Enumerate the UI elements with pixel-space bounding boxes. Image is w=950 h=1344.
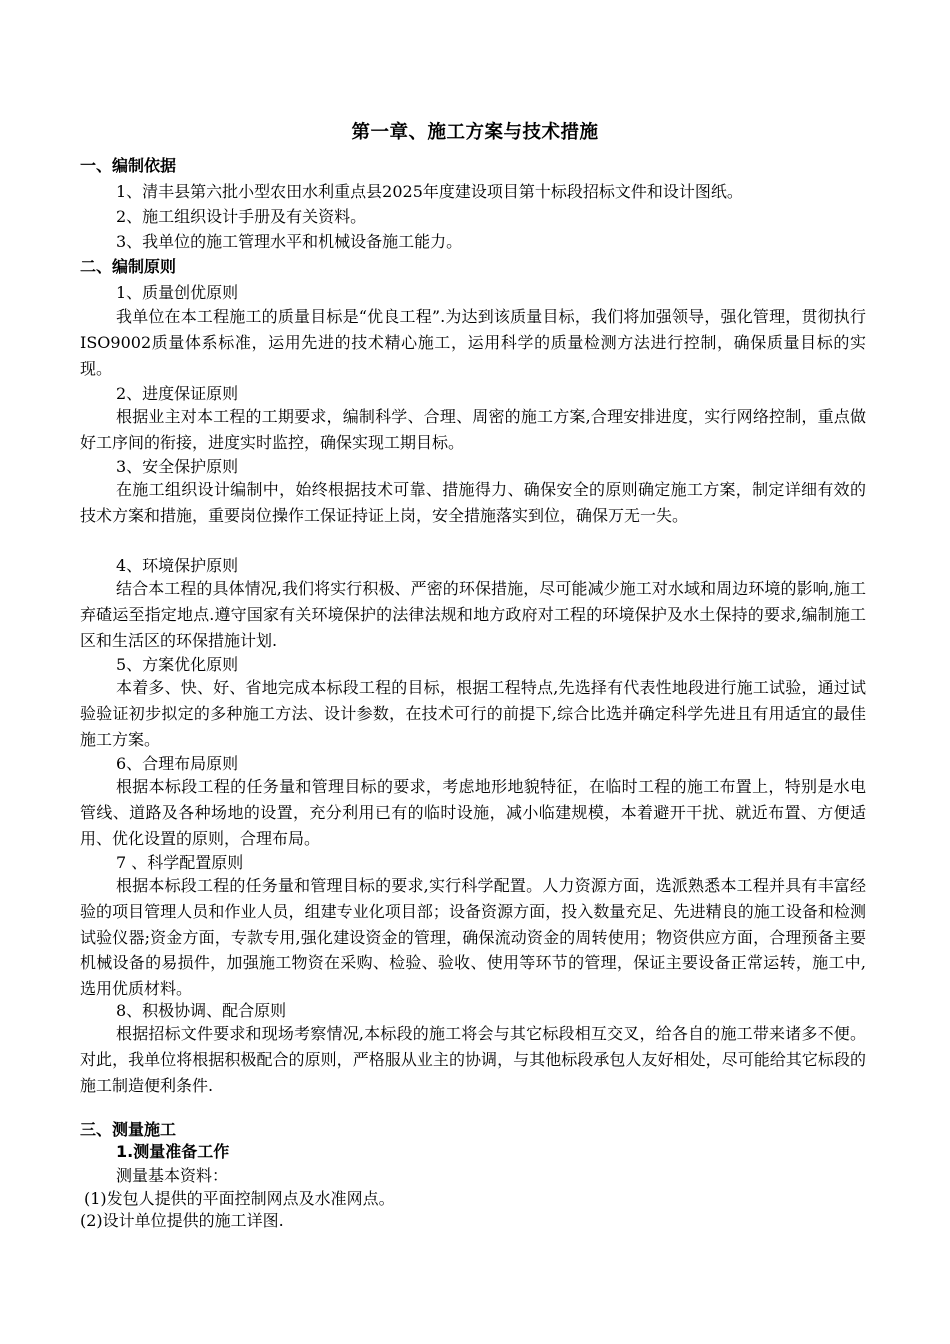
principle-title-allocation: 7 、科学配置原则 [116,853,244,872]
survey-item-1: (1)发包人提供的平面控制网点及水准网点。 [84,1189,395,1208]
principle-body-safety: 在施工组织设计编制中，始终根据技术可靠、措施得力、确保安全的原则确定施工方案，制定详细有效的技术方案和措施，重要岗位操作工保证持证上岗，安全措施落实到位，确保万无一失。 [80,480,866,525]
principle-title-quality: 1、质量创优原则 [116,283,239,302]
principle-title-optimization: 5、方案优化原则 [116,655,239,674]
survey-intro: 测量基本资料： [116,1166,229,1185]
section-heading-principles: 二、编制原则 [80,257,177,276]
survey-subheading: 1.测量准备工作 [116,1142,230,1161]
principle-body-environment: 结合本工程的具体情况,我们将实行积极、严密的环保措施，尽可能减少施工对水域和周边环境的影响,施工弃碴运至指定地点.遵守国家有关环境保护的法律法规和地方政府对工程的环境保护及水土保持的要求,编制施工区和生活区的环保措施计划. [80,579,866,650]
basis-item-1: 1、清丰县第六批小型农田水利重点县2025年度建设项目第十标段招标文件和设计图纸。 [116,182,743,201]
principle-title-schedule: 2、进度保证原则 [116,384,239,403]
principle-body-coordination: 根据招标文件要求和现场考察情况,本标段的施工将会与其它标段相互交叉，给各自的施工带来诸多不便。对此，我单位将根据积极配合的原则，严格服从业主的协调，与其他标段承包人友好相处，尽可能给其它标段的施工制造便利条件. [80,1024,866,1095]
principle-title-safety: 3、安全保护原则 [116,457,239,476]
chapter-title: 第一章、施工方案与技术措施 [351,122,599,143]
principle-body-layout: 根据本标段工程的任务量和管理目标的要求，考虑地形地貌特征，在临时工程的施工布置上，特别是水电管线、道路及各种场地的设置，充分利用已有的临时设施，减小临建规模，本着避开干扰、就近布置、方便适用、优化设置的原则，合理布局。 [80,777,866,848]
principle-title-environment: 4、环境保护原则 [116,556,239,575]
principle-body-quality: 我单位在本工程施工的质量目标是“优良工程”.为达到该质量目标，我们将加强领导，强化管理，贯彻执行ISO9002质量体系标准，运用先进的技术精心施工，运用科学的质量检测方法进行控制，确保质量目标的实现。 [80,307,866,378]
basis-item-2: 2、施工组织设计手册及有关资料。 [116,207,367,226]
principle-title-layout: 6、合理布局原则 [116,754,239,773]
basis-item-3: 3、我单位的施工管理水平和机械设备施工能力。 [116,232,463,251]
principle-body-allocation: 根据本标段工程的任务量和管理目标的要求,实行科学配置。人力资源方面，选派熟悉本工程并具有丰富经验的项目管理人员和作业人员，组建专业化项目部；设备资源方面，投入数量充足、先进精良的施工设备和检测试验仪器;资金方面，专款专用,强化建设资金的管理，确保流动资金的周转使用；物资供应方面，合理预备主要机械设备的易损件，加强施工物资在采购、检验、验收、使用等环节的管理，保证主要设备正常运转，施工中,选用优质材料。 [80,876,866,999]
section-heading-basis: 一、编制依据 [80,156,177,175]
principle-body-schedule: 根据业主对本工程的工期要求，编制科学、合理、周密的施工方案,合理安排进度，实行网络控制，重点做好工序间的衔接，进度实时监控，确保实现工期目标。 [80,407,866,452]
survey-item-2: (2)设计单位提供的施工详图. [80,1211,284,1230]
principle-title-coordination: 8、积极协调、配合原则 [116,1001,287,1020]
principle-body-optimization: 本着多、快、好、省地完成本标段工程的目标，根据工程特点,先选择有代表性地段进行施工试验，通过试验验证初步拟定的多种施工方法、设计参数，在技术可行的前提下,综合比选并确定科学先进且有用适宜的最佳施工方案。 [80,678,866,749]
section-heading-survey: 三、测量施工 [80,1120,177,1139]
